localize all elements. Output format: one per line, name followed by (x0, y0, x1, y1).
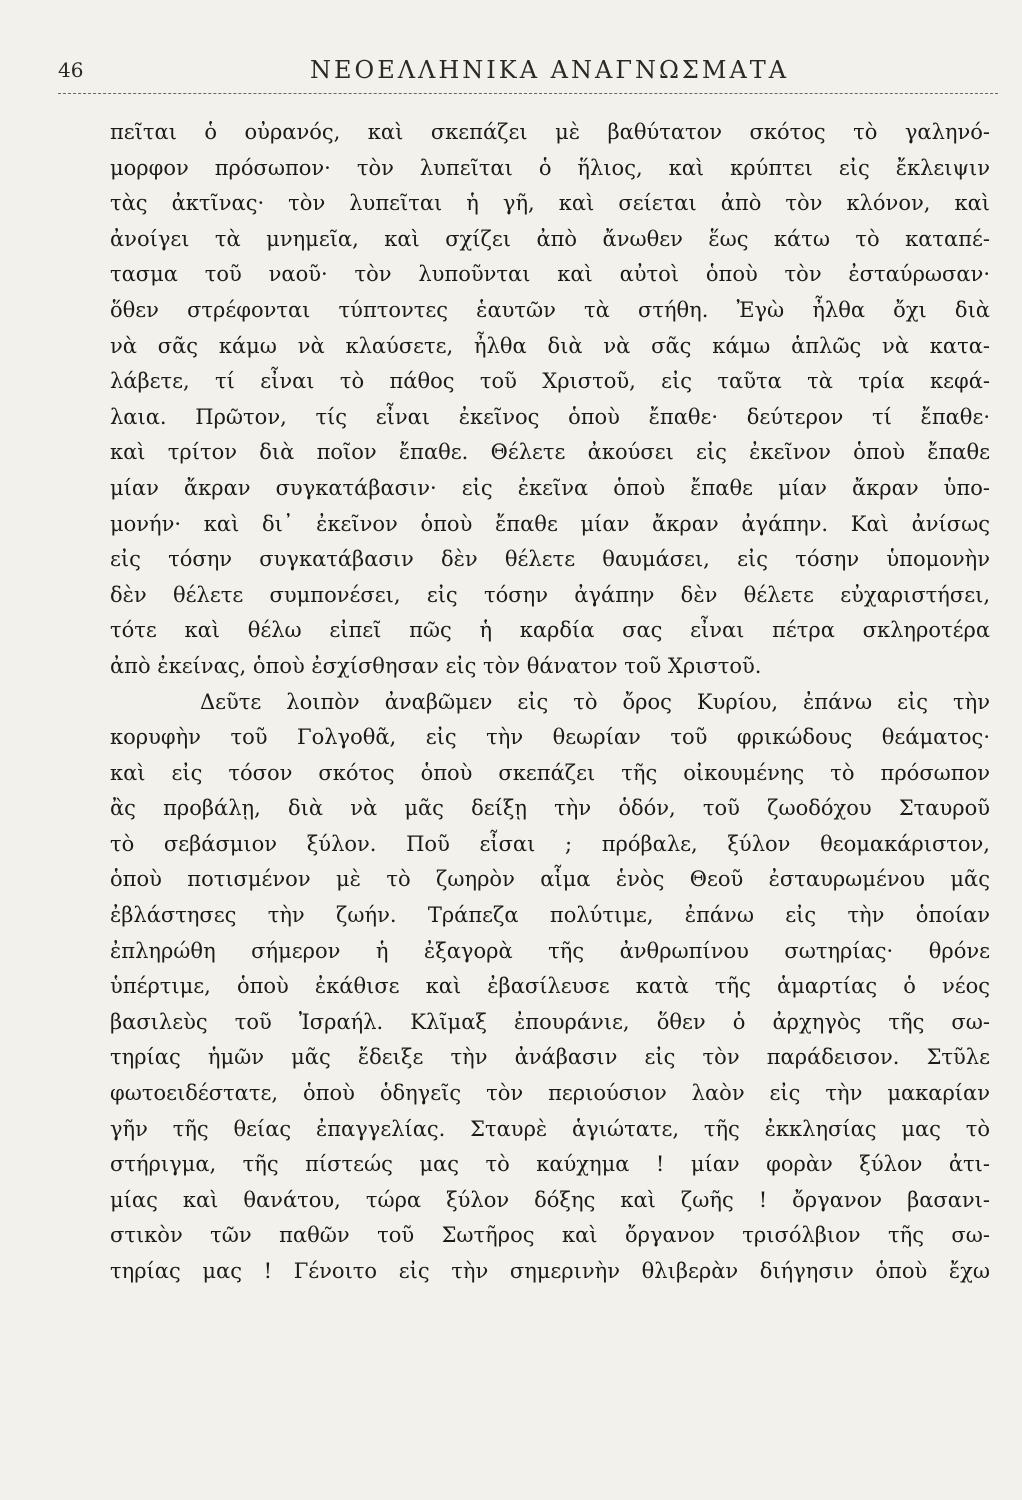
text-line: στικὸν τῶν παθῶν τοῦ Σωτῆρος καὶ ὄργανον τρισόλβιον τῆς σω- (110, 1223, 990, 1248)
text-line: δὲν θέλετε συμπονέσει, εἰς τόσην ἀγάπην δὲν θέλετε εὐχαριστήσει, (110, 582, 990, 607)
text-line: μονήν· καὶ δι᾽ ἐκεῖνον ὁποὺ ἔπαθε μίαν ἄκραν ἀγάπην. Καὶ ἀνίσως (110, 511, 990, 536)
text-line: μίαν ἄκραν συγκατάβασιν· εἰς ἐκεῖνα ὁποὺ ἔπαθε μίαν ἄκραν ὑπο- (110, 475, 990, 500)
text-line: φωτοειδέστατε, ὁποὺ ὁδηγεῖς τὸν περιούσιον λαὸν εἰς τὴν μακαρίαν (110, 1081, 990, 1106)
text-line: μίας καὶ θανάτου, τώρα ξύλον δόξης καὶ ζωῆς ! ὄργανον βασανι- (110, 1187, 990, 1212)
text-line: μορφον πρόσωπον· τὸν λυπεῖται ὁ ἥλιος, καὶ κρύπτει εἰς ἔκλειψιν (110, 155, 990, 180)
text-line: τὰς ἀκτῖνας· τὸν λυπεῖται ἡ γῆ, καὶ σείεται ἀπὸ τὸν κλόνον, καὶ (110, 191, 990, 216)
text-line: κορυφὴν τοῦ Γολγοθᾶ, εἰς τὴν θεωρίαν τοῦ φρικώδους θεάματος· (110, 725, 990, 750)
paragraph (110, 685, 990, 1290)
text-line: καὶ εἰς τόσον σκότος ὁποὺ σκεπάζει τῆς οἰκουμένης τὸ πρόσωπον (110, 760, 990, 785)
text-line: τηρίας μας ! Γένοιτο εἰς τὴν σημερινὴν θλιβερὰν διήγησιν ὁποὺ ἔχω (110, 1259, 990, 1283)
body-text (110, 115, 990, 1290)
text-line: γῆν τῆς θείας ἐπαγγελίας. Σταυρὲ ἁγιώτατε, τῆς ἐκκλησίας μας τὸ (110, 1116, 990, 1141)
text-line: τότε καὶ θέλω εἰπεῖ πῶς ἡ καρδία σας εἶναι πέτρα σκληροτέρα (110, 618, 990, 643)
text-line: βασιλεὺς τοῦ Ἰσραήλ. Κλῖμαξ ἐπουράνιε, ὅθεν ὁ ἀρχηγὸς τῆς σω- (110, 1009, 990, 1034)
text-line: στήριγμα, τῆς πίστεώς μας τὸ καύχημα ! μίαν φορὰν ξύλον ἀτι- (110, 1152, 990, 1177)
text-line: λάβετε, τί εἶναι τὸ πάθος τοῦ Χριστοῦ, εἰς ταῦτα τὰ τρία κεφά- (110, 369, 990, 394)
header-divider (58, 93, 998, 94)
running-title: ΝΕΟΕΛΛΗΝΙΚΑ ΑΝΑΓΝΩΣΜΑΤΑ (310, 56, 790, 84)
text-line: ἀπὸ ἐκείνας, ὁποὺ ἐσχίσθησαν εἰς τὸν θάνατον τοῦ Χριστοῦ. (110, 653, 762, 678)
text-line: νὰ σᾶς κάμω νὰ κλαύσετε, ἦλθα διὰ νὰ σᾶς κάμω ἁπλῶς νὰ κατα- (110, 333, 990, 358)
text-line: ἐβλάστησες τὴν ζωήν. Τράπεζα πολύτιμε, ἐπάνω εἰς τὴν ὁποίαν (110, 903, 990, 928)
page-number: 46 (58, 58, 84, 82)
text-line: λαια. Πρῶτον, τίς εἶναι ἐκεῖνος ὁποὺ ἔπαθε· δεύτερον τί ἔπαθε· (110, 404, 990, 429)
text-line: ὑπέρτιμε, ὁποὺ ἐκάθισε καὶ ἐβασίλευσε κατὰ τῆς ἁμαρτίας ὁ νέος (110, 974, 990, 999)
paragraph (110, 115, 990, 685)
text-line: καὶ τρίτον διὰ ποῖον ἔπαθε. Θέλετε ἀκούσει εἰς ἐκεῖνον ὁποὺ ἔπαθε (110, 440, 990, 465)
text-line: ἐπληρώθη σήμερον ἡ ἐξαγορὰ τῆς ἀνθρωπίνου σωτηρίας· θρόνε (110, 938, 990, 963)
text-line: εἰς τόσην συγκατάβασιν δὲν θέλετε θαυμάσει, εἰς τόσην ὑπομονὴν (110, 547, 990, 572)
text-line: πεῖται ὁ οὐρανός, καὶ σκεπάζει μὲ βαθύτατον σκότος τὸ γαληνό- (110, 120, 990, 144)
text-line: ὅθεν στρέφονται τύπτοντες ἑαυτῶν τὰ στήθη. Ἐγὼ ἦλθα ὄχι διὰ (110, 297, 990, 322)
text-line: ὁποὺ ποτισμένον μὲ τὸ ζωηρὸν αἷμα ἑνὸς Θεοῦ ἐσταυρωμένου μᾶς (110, 867, 990, 892)
text-line: ἀνοίγει τὰ μνημεῖα, καὶ σχίζει ἀπὸ ἄνωθεν ἕως κάτω τὸ καταπέ- (110, 226, 990, 251)
text-line: τηρίας ἡμῶν μᾶς ἔδειξε τὴν ἀνάβασιν εἰς τὸν παράδεισον. Στῦλε (110, 1045, 990, 1070)
text-line: Δεῦτε λοιπὸν ἀναβῶμεν εἰς τὸ ὄρος Κυρίου, ἐπάνω εἰς τὴν (200, 689, 990, 714)
running-head (58, 50, 990, 90)
text-line: τὸ σεβάσμιον ξύλον. Ποῦ εἶσαι ; πρόβαλε, ξύλον θεομακάριστον, (110, 831, 990, 856)
text-line: ἂς προβάλῃ, διὰ νὰ μᾶς δείξῃ τὴν ὁδόν, τοῦ ζωοδόχου Σταυροῦ (110, 796, 990, 821)
text-line: τασμα τοῦ ναοῦ· τὸν λυποῦνται καὶ αὐτοὶ ὁποὺ τὸν ἐσταύρωσαν· (110, 262, 990, 287)
